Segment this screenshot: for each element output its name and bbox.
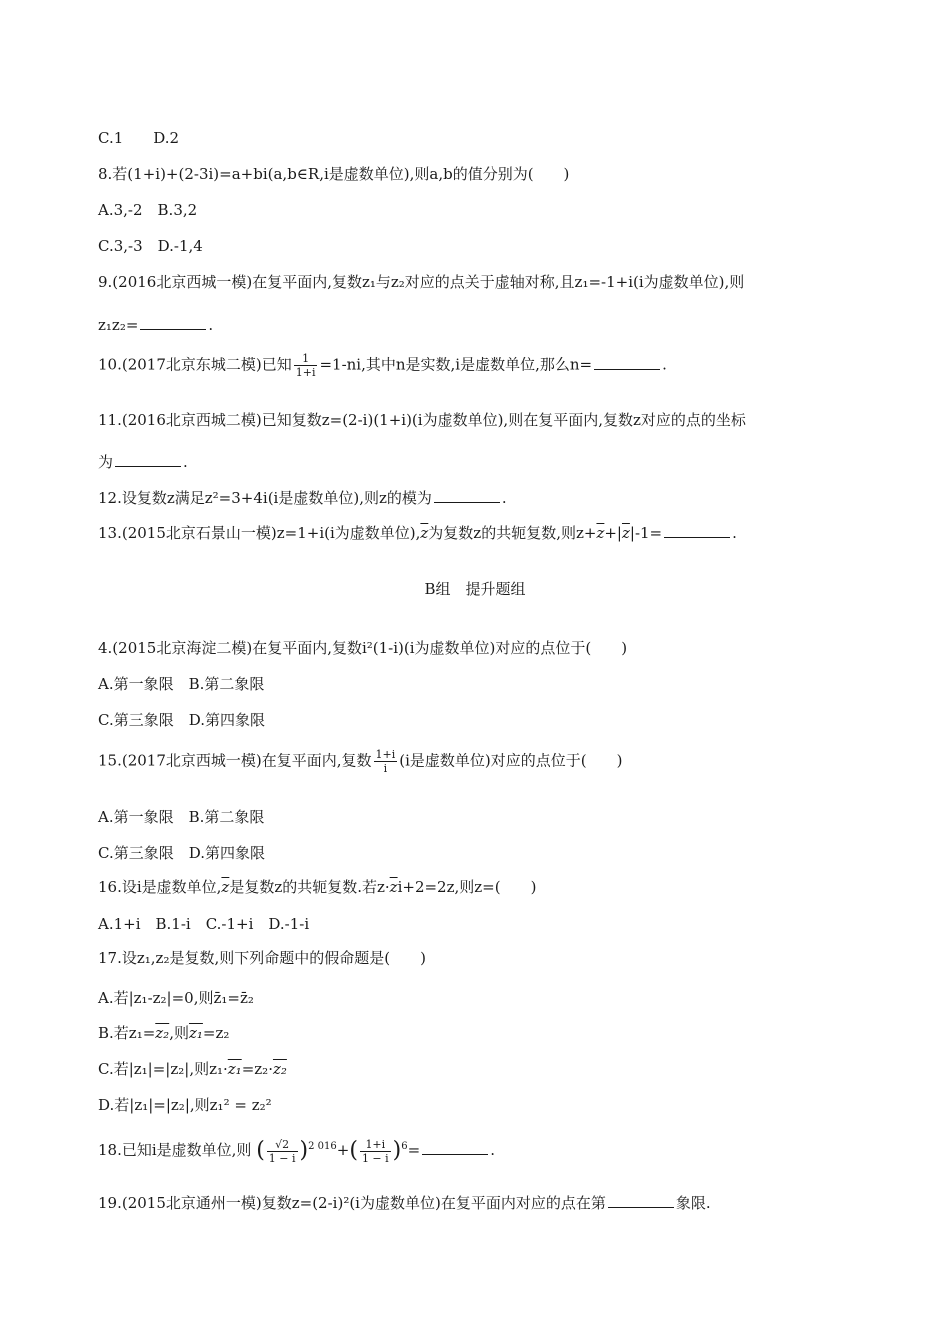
- problem-16: 16.设i是虚数单位$,\overline{z}$是复数z的共轭复数.若$z\cdot\overline{z}i+2=2z$,则z=( ): [98, 878, 537, 896]
- problem-15: 15.(2017北京西城一模)在复平面内,复数 $\frac{1+i}{i}$ (i是虚数单位)对应的点位于( ): [98, 748, 623, 775]
- problem-4: 4.(2015北京海淀二模)在复平面内,复数i²(1-i)(i为虚数单位)对应的点位于( ): [98, 639, 628, 657]
- problem-8-ab: A.3,-2 B.3,2: [98, 201, 198, 219]
- problem-9: 9.(2016北京西城一模)在复平面内,复数z₁与z₂对应的点关于虚轴对称,且z₁=-1+i(i为虚数单位),则: [98, 273, 745, 291]
- answer-blank[interactable]: [422, 1140, 488, 1155]
- problem-15-ab: A.第一象限 B.第二象限: [98, 808, 265, 826]
- problem-10: 10.(2017北京东城二模)已知 $\frac{1}{1+i}$ =1-ni,其中n是实数,i是虚数单位,那么n= .: [98, 352, 667, 379]
- problem-17-d: D.若|z₁|=|z₂|,则z₁² = z₂²: [98, 1096, 272, 1114]
- problem-4-ab: A.第一象限 B.第二象限: [98, 675, 265, 693]
- problem-16-options: A.1+i B.1-i C.-1+i D.-1-i: [98, 915, 310, 933]
- line-cd: C.1 D.2: [98, 129, 180, 147]
- section-title: B组 提升题组: [424, 580, 526, 598]
- problem-17-a: A.若|z₁-z₂|=0,则z̄₁=z̄₂: [98, 989, 254, 1007]
- problem-8: 8.若(1+i)+(2-3i)=a+bi(a,b∈R,i是虚数单位),则a,b的值分别为( ): [98, 165, 570, 183]
- problem-15-cd: C.第三象限 D.第四象限: [98, 844, 265, 862]
- problem-8-cd: C.3,-3 D.-1,4: [98, 237, 203, 255]
- problem-12: 12.设复数z满足z²=3+4i(i是虚数单位),则z的模为 .: [98, 489, 507, 507]
- answer-blank[interactable]: [594, 355, 660, 370]
- problem-4-cd: C.第三象限 D.第四象限: [98, 711, 265, 729]
- problem-17-c: C.若|z₁|=|z₂|,则z₁·z₁=z₂·z₂: [98, 1060, 287, 1078]
- problem-11: 11.(2016北京西城二模)已知复数z=(2-i)(1+i)(i为虚数单位),则在复平面内,复数z对应的点的坐标: [98, 411, 746, 429]
- answer-blank[interactable]: [608, 1193, 674, 1208]
- answer-blank[interactable]: [140, 315, 206, 330]
- fraction: $\frac{1}{1+i}$: [295, 352, 316, 379]
- fraction: $\frac{√2}{1 - i}$: [268, 1137, 296, 1165]
- answer-blank[interactable]: [664, 523, 730, 538]
- problem-9-answer: z₁z₂= .: [98, 316, 214, 334]
- problem-11-answer: 为 .: [98, 453, 188, 471]
- fraction: $\frac{1+i}{i}$: [375, 748, 396, 775]
- problem-17: 17.设z₁,z₂是复数,则下列命题中的假命题是( ): [98, 949, 426, 967]
- problem-18: 18.已知i是虚数单位,则 ( $\frac{√2}{1 - i}$ )$^{2 016}$+( $\frac{1+i}{1 - i}$ )$^6$= .: [98, 1137, 495, 1165]
- answer-blank[interactable]: [434, 488, 500, 503]
- problem-13: 13.(2015北京石景山一模)z=1+i(i为虚数单位)$,\overline{z}$为复数z的共轭复数,则$z+\overline{z}+|\overline{z}|-1=$ .: [98, 524, 737, 542]
- problem-19: 19.(2015北京通州一模)复数z=(2-i)²(i为虚数单位)在复平面内对应的点在第 象限.: [98, 1194, 711, 1212]
- answer-blank[interactable]: [115, 452, 181, 467]
- problem-17-b: B.若z₁=z₂,则z₁=z₂: [98, 1024, 230, 1042]
- fraction: $\frac{1+i}{1 - i}$: [361, 1137, 389, 1165]
